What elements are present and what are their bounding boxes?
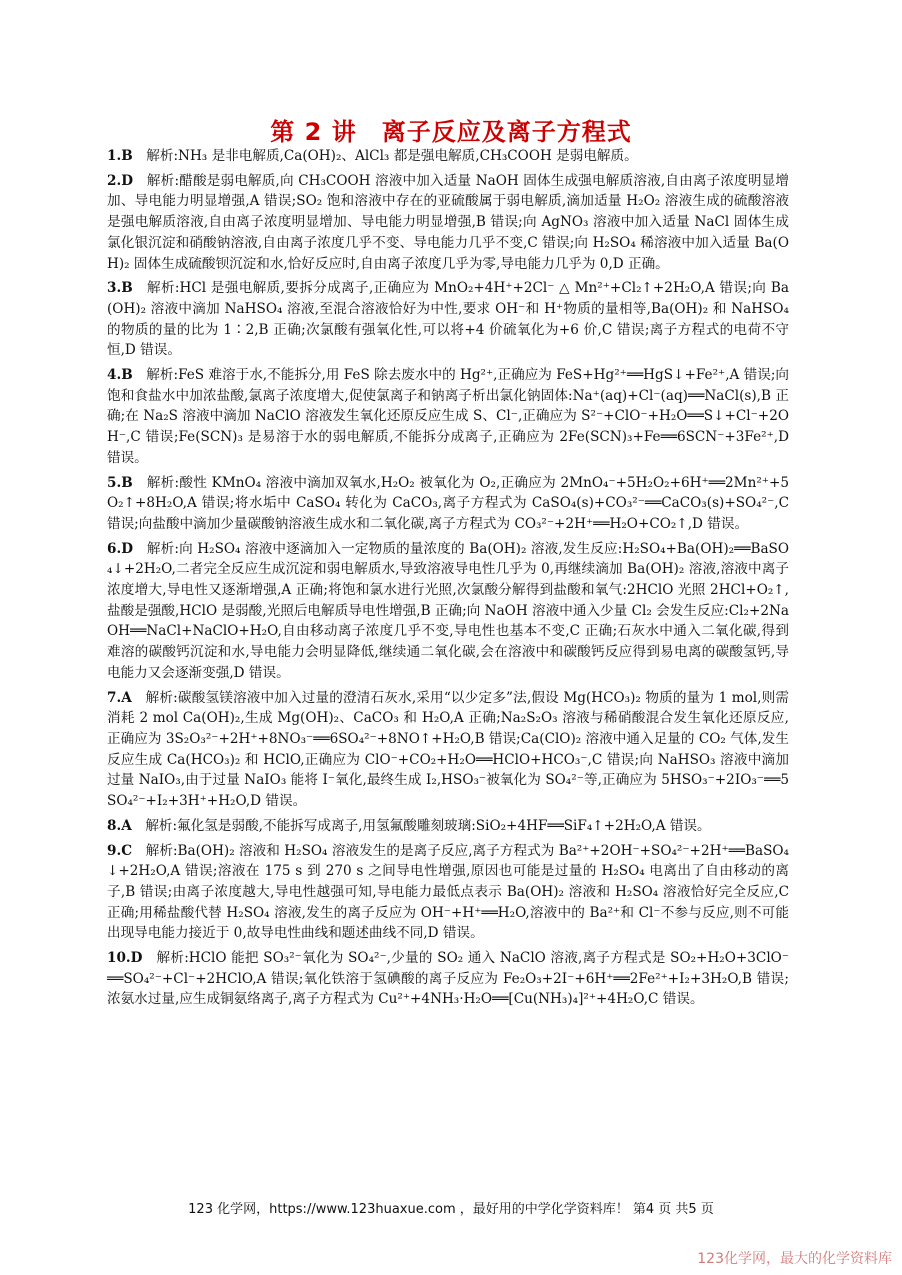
answer-item-3 xyxy=(107,278,789,361)
answer-text: 解析:NH₃ 是非电解质,Ca(OH)₂、AlCl₃ 都是强电解质,CH₃COOH 是弱电解质。 xyxy=(146,148,638,164)
answer-number: 8.A xyxy=(107,817,132,834)
answer-number: 3.B xyxy=(107,280,133,297)
answer-number: 4.B xyxy=(107,367,133,384)
page-footer: 123 化学网，https://www.123huaxue.com ，最好用的中学化学资料库！ 第4 页 共5 页 xyxy=(188,1202,714,1217)
answer-text: 解析:碳酸氢镁溶液中加入过量的澄清石灰水,采用“以少定多”法,假设 Mg(HCO₃)₂ 物质的量为 1 mol,则需消耗 2 mol Ca(OH)₂,生成 Mg(OH)₂、CaCO₃ 和 H₂O,A 正确;Na₂S₂O₃ 溶液与稀硝酸混合发生氧化还原反应,正确应为 3S₂O₃²⁻+2H⁺+8NO₃⁻══6SO₄²⁻+8NO↑+H₂O,B 错误;Ca(ClO)₂ 溶液中通入足量的 CO₂ 气体,发生反应生成 Ca(HCO₃)₂ 和 HClO,正确应为 ClO⁻+CO₂+H₂O══HClO+HCO₃⁻,C 错误;向 NaHSO₃ 溶液中滴加过量 NaIO₃,由于过量 NaIO₃ 能将 I⁻氧化,最终生成 I₂,HSO₃⁻被氧化为 SO₄²⁻等,正确应为 5HSO₃⁻+2IO₃⁻══5SO₄²⁻+I₂+3H⁺+H₂O,D 错误。 xyxy=(107,689,789,810)
answer-item-7 xyxy=(107,688,789,812)
answer-number: 6.D xyxy=(107,540,133,557)
answer-number: 2.D xyxy=(107,172,133,189)
answer-text: 解析:FeS 难溶于水,不能拆分,用 FeS 除去废水中的 Hg²⁺,正确应为 FeS+Hg²⁺══HgS↓+Fe²⁺,A 错误;向饱和食盐水中加浓盐酸,氯离子浓度增大,促使氯离子和钠离子析出氯化钠固体:Na⁺(aq)+Cl⁻(aq)══NaCl(s),B 正确;在 Na₂S 溶液中滴加 NaClO 溶液发生氧化还原反应生成 S、Cl⁻,正确应为 S²⁻+ClO⁻+H₂O══S↓+Cl⁻+2OH⁻,C 错误;Fe(SCN)₃ 是易溶于水的弱电解质,不能拆分成离子,正确应为 2Fe(SCN)₃+Fe══6SCN⁻+3Fe²⁺,D 错误。 xyxy=(107,367,790,466)
answer-item-4 xyxy=(107,365,789,469)
answer-text: 解析:HClO 能把 SO₃²⁻氧化为 SO₄²⁻,少量的 SO₂ 通入 NaClO 溶液,离子方程式是 SO₂+H₂O+3ClO⁻══SO₄²⁻+Cl⁻+2HClO,A 错误;氧化铁溶于氢碘酸的离子反应为 Fe₂O₃+2I⁻+6H⁺══2Fe²⁺+I₂+3H₂O,B 错误;浓氨水过量,应生成铜氨络离子,离子方程式为 Cu²⁺+4NH₃·H₂O══[Cu(NH₃)₄]²⁺+4H₂O,C 错误。 xyxy=(107,950,789,1008)
answer-item-10 xyxy=(107,948,789,1010)
answer-text: 解析:向 H₂SO₄ 溶液中逐滴加入一定物质的量浓度的 Ba(OH)₂ 溶液,发生反应:H₂SO₄+Ba(OH)₂══BaSO₄↓+2H₂O,二者完全反应生成沉淀和弱电解质水,导致溶液导电性几乎为 0,再继续滴加 Ba(OH)₂ 溶液,溶液中离子浓度增大,导电性又逐渐增强,A 正确;将饱和氯水进行光照,次氯酸分解得到盐酸和氧气:2HClO 光照 2HCl+O₂↑,盐酸是强酸,HClO 是弱酸,光照后电解质导电性增强,B 正确;向 NaOH 溶液中通入少量 Cl₂ 会发生反应:Cl₂+2NaOH══NaCl+NaClO+H₂O,自由移动离子浓度几乎不变,导电性也基本不变,C 正确;石灰水中通入二氧化碳,得到难溶的碳酸钙沉淀和水,导电能力会明显降低,继续通二氧化碳,会在溶液中和碳酸钙反应得到易电离的碳酸氢钙,导电能力又会逐渐变强,D 错误。 xyxy=(107,540,790,681)
answer-item-2 xyxy=(107,171,789,275)
answer-item-9 xyxy=(107,841,789,945)
answer-text: 解析:酸性 KMnO₄ 溶液中滴加双氧水,H₂O₂ 被氧化为 O₂,正确应为 2MnO₄⁻+5H₂O₂+6H⁺══2Mn²⁺+5O₂↑+8H₂O,A 错误;将水垢中 CaSO₄ 转化为 CaCO₃,离子方程式为 CaSO₄(s)+CO₃²⁻══CaCO₃(s)+SO₄²⁻,C 错误;向盐酸中滴加少量碳酸钠溶液生成水和二氧化碳,离子方程式为 CO₃²⁻+2H⁺══H₂O+CO₂↑,D 错误。 xyxy=(107,474,789,532)
answer-item-8 xyxy=(107,816,789,837)
answer-item-5 xyxy=(107,473,789,535)
answer-number: 1.B xyxy=(107,148,133,164)
answer-number: 10.D xyxy=(107,950,143,967)
answer-text: 解析:醋酸是弱电解质,向 CH₃COOH 溶液中加入适量 NaOH 固体生成强电解质溶液,自由离子浓度明显增加、导电能力明显增强,A 错误;SO₂ 饱和溶液中存在的亚硫酸属于弱电解质,滴加适量 H₂O₂ 溶液生成的硫酸溶液是强电解质溶液,自由离子浓度明显增加、导电能力明显增强,B 错误;向 AgNO₃ 溶液中加入适量 NaCl 固体生成氯化银沉淀和硝酸钠溶液,自由离子浓度几乎不变、导电能力几乎不变,C 错误;向 H₂SO₄ 稀溶液中加入适量 Ba(OH)₂ 固体生成硫酸钡沉淀和水,恰好反应时,自由离子浓度几乎为零,导电能力几乎为 0,D 正确。 xyxy=(107,172,789,272)
answer-text: 解析:氟化氢是弱酸,不能拆写成离子,用氢氟酸雕刻玻璃:SiO₂+4HF══SiF₄↑+2H₂O,A 错误。 xyxy=(145,817,711,834)
answer-item-6 xyxy=(107,539,789,684)
page-title: 第 2 讲 离子反应及离子方程式 xyxy=(270,118,632,146)
answer-list xyxy=(107,146,789,1014)
answer-number: 7.A xyxy=(107,689,132,706)
watermark: 123化学网，最大的化学资料库 xyxy=(697,1251,892,1267)
answer-text: 解析:HCl 是强电解质,要拆分成离子,正确应为 MnO₂+4H⁺+2Cl⁻ △ Mn²⁺+Cl₂↑+2H₂O,A 错误;向 Ba(OH)₂ 溶液中滴加 NaHSO₄ 溶液,至混合溶液恰好为中性,要求 OH⁻和 H⁺物质的量相等,Ba(OH)₂ 和 NaHSO₄ 的物质的量的比为 1∶2,B 正确;次氯酸有强氧化性,可以将+4 价硫氧化为+6 价,C 错误;离子方程式的电荷不守恒,D 错误。 xyxy=(107,280,789,359)
answer-number: 5.B xyxy=(107,474,133,491)
answer-item-1 xyxy=(107,146,789,167)
answer-text: 解析:Ba(OH)₂ 溶液和 H₂SO₄ 溶液发生的是离子反应,离子方程式为 Ba²⁺+2OH⁻+SO₄²⁻+2H⁺══BaSO₄↓+2H₂O,A 错误;溶液在 175 s 到 270 s 之间导电性增强,原因也可能是过量的 H₂SO₄ 电离出了自由移动的离子,B 错误;由离子浓度越大,导电性越强可知,导电能力最低点表示 Ba(OH)₂ 溶液和 H₂SO₄ 溶液恰好完全反应,C 正确;用稀盐酸代替 H₂SO₄ 溶液,发生的离子反应为 OH⁻+H⁺══H₂O,溶液中的 Ba²⁺和 Cl⁻不参与反应,则不可能出现导电能力接近于 0,故导电性曲线和题述曲线不同,D 错误。 xyxy=(107,842,789,942)
answer-number: 9.C xyxy=(107,842,133,859)
